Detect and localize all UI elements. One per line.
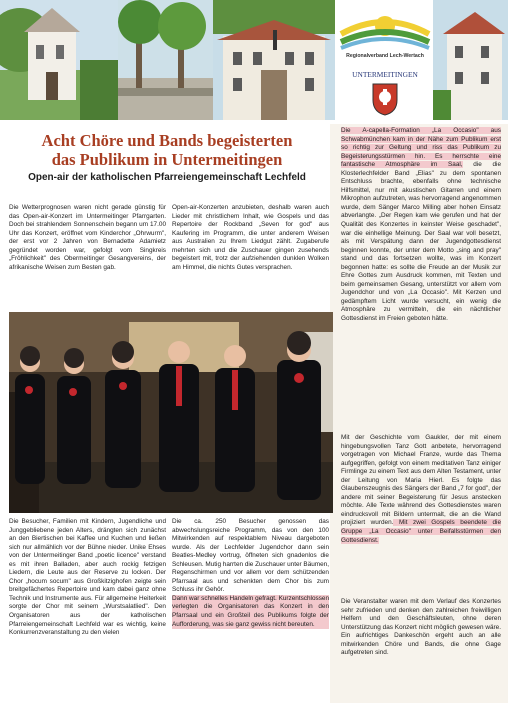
photo-church <box>0 0 118 120</box>
article-headline <box>2 131 332 169</box>
headline-line-1: Acht Chöre und Bands begeisterten <box>41 131 293 150</box>
column-3-rest: die die Klosterlechfelder Band „Elias" zu dem spontanen Entschluss brachte, ebenfalls ohne technische Hilfsmittel, nur mit akustischen Gitarren und einem Mikrophon aufzutreten, was hervorragend angenommen wurde, dem Sänger Marco Milling aber hohen Einsatz abverlangte. „Der Regen kam wie gerufen und hat der Qualität des Konzertes in keinster Weise geschadet", war die einhellige Meinung. Der Saal war voll besetzt, als mit Verspätung dann der Jugendgottesdienst beginnen konnte, der unter dem Motto „sing and pray" stand und das fortsetzen wollte, was im Konzert begonnen hatte: es sollte die Freude an der Musik zur Ehre Gottes zum Ausdruck kommen, mit Texten und beim gemeinsamen Gesang, unterstützt vor allem vom Jugendchor und von „La Occasio". Mit Kerzen und gedämpftem Licht wurde versucht, ein wenig die Atmosphäre zu vermitteln, die ein nächtlicher Gottesdienst im Freien geboten hätte. <box>341 161 501 323</box>
column-1-top-text: Die Wetterprognosen waren nicht gerade günstig für das Open-air-Konzert im Untermeitinger Pfarrgarten. Doch bei strahlendem Sonnenschein begann um 17.00 Uhr das Konzert, eröffnet vom Kinderchor „Ohrwurm", der erst vor 2 Jahren von Bernadette Adamietz gegründet worden war, gefolgt vom Singkreis „Fröhlichkeit" des Obermeitinger Gesangvereins, der afrikanische Weisen zum Besten gab. <box>9 204 166 271</box>
column-3-mid-text <box>341 434 501 586</box>
regional-logo <box>337 4 433 120</box>
column-3-mid: Mit der Geschichte vom Gaukler, der mit einem hingebungsvollen Tanz Gott anbetete, hervorragend vorgetragen von Michael Franze, wurde das Thema aufgegriffen, gefolgt von einem meditativen Tanz einiger Firmlinge zu einem Text aus dem Alten Testament, unter der Leitung von Maria Hierl. Es folgte das Glaubenszeugnis des Sängers der Band „7 for god", der andere mit seiner Begeisterung für Jesus anstecken möchte. Alle Texte während des Gottesdienstes waren eindrucksvoll mit Bildern untermalt, die an die Wand projiziert wurden. <box>341 434 501 527</box>
column-2-bottom: Die ca. 250 Besucher genossen das abwechslungsreiche Programm, das von den 100 Mitwirkenden auf respektablem Niveau dargeboten wurde. Als der Lechfelder Jugendchor dann sein Beatles-Medley vortrug, öffneten sich gnadenlos die Schleusen. Mutig harrten die Zuschauer unter Bäumen, Regenschirmen und vor allem vor dem schützenden Pfarrsaal aus und schenkten dem Chor bis zum Schluss ihr Gehör. <box>172 518 329 594</box>
photo-villa <box>433 0 508 120</box>
photo-trees <box>118 0 213 120</box>
column-2-top-text: Open-air-Konzerten anzubieten, deshalb waren auch Lieder mit christlichem Inhalt, wie Gospels und das Repertoire der Rockband „Seven for god" aus Kaufering im Programm, die unter anderem Weisen aus Australien zu Ihrem Liedgut zählt. Zugaberufe mehrten sich und die Zuschauer gingen zusehends begeistert mit, trotz der aufziehenden dunklen Wolken am Himmel, die nichts Gutes versprachen. <box>172 204 329 271</box>
headline-line-2: das Publikum in Untermeitingen <box>51 150 283 169</box>
column-2-bottom-highlight: Dann war schnelles Handeln gefragt. Kurzentschlossen verlegten die Organisatoren das Konzert in den Pfarrsaal und ein Großteil des Publikums folgte der Aufforderung, was sie ganz gewiss nicht bereuten. <box>172 594 329 628</box>
logo-town-text: UNTERMEITINGEN <box>352 70 418 79</box>
photo-choir <box>9 312 333 513</box>
column-3-bottom-text: Die Veranstalter waren mit dem Verlauf des Konzertes sehr zufrieden und denken den zahlreichen freiwilligen Helfern und den Geschäftsleuten, ohne deren Unterstützung das Konzert nicht möglich gewesen wäre. Ein aufrichtiges Dankeschön ergeht auch an alle mitwirkenden Chöre und Bands, die ohne Gage aufgetreten sind. <box>341 598 501 657</box>
photo-building <box>213 0 335 120</box>
column-2-bottom-text <box>172 518 329 700</box>
column-3-mid-highlight: Mit zwei Gospels beendete die Gruppe „La Occasio" unter Beifallsstürmen den Gottesdienst. <box>341 519 501 544</box>
coat-of-arms-icon <box>371 82 399 116</box>
logo-region-text: Regionalverband Lech-Wertach <box>346 53 424 59</box>
column-1-bottom-text: Die Besucher, Familien mit Kindern, Jugendliche und Junggebliebene jeden Alters, drängten sich zunächst an den Biertischen bei Kaffee und Kuchen und ließen sich nur allmählich vor der Bühne nieder. Unike Ehses von der Untermeitinger Band „poetic licence" verstand es mit ihren Balladen, aber auch rockig fetzigen Liedern, die Leute aus der Reserve zu locken. Der Chor „hocum socum" aus Großkitzighofen zeigte sein breitgefächertes Repertoire und kam dabei ganz ohne Technik und Instrumente aus. Für allgemeine Heiterkeit sorgte der Chor mit seinem „Wurstsalatlied". Den Organisatoren aus der katholischen Pfarreiengemeinschaft Lechfeld war es wichtig, keine Konkurrenzveranstaltung zu den vielen <box>9 518 166 637</box>
article-subheadline: Open-air der katholischen Pfarreiengemeinschaft Lechfeld <box>28 172 306 183</box>
column-3-highlight: Die A-capella-Formation „La Occasio" aus Schwabmünchen kam in der Nähe zum Publikum erst so richtig zur Geltung und riss das Publikum zu Begeisterungsstürmen hin. Es herrschte eine fantastische Atmosphäre im Saal, <box>341 127 501 169</box>
column-3-text <box>341 127 501 411</box>
